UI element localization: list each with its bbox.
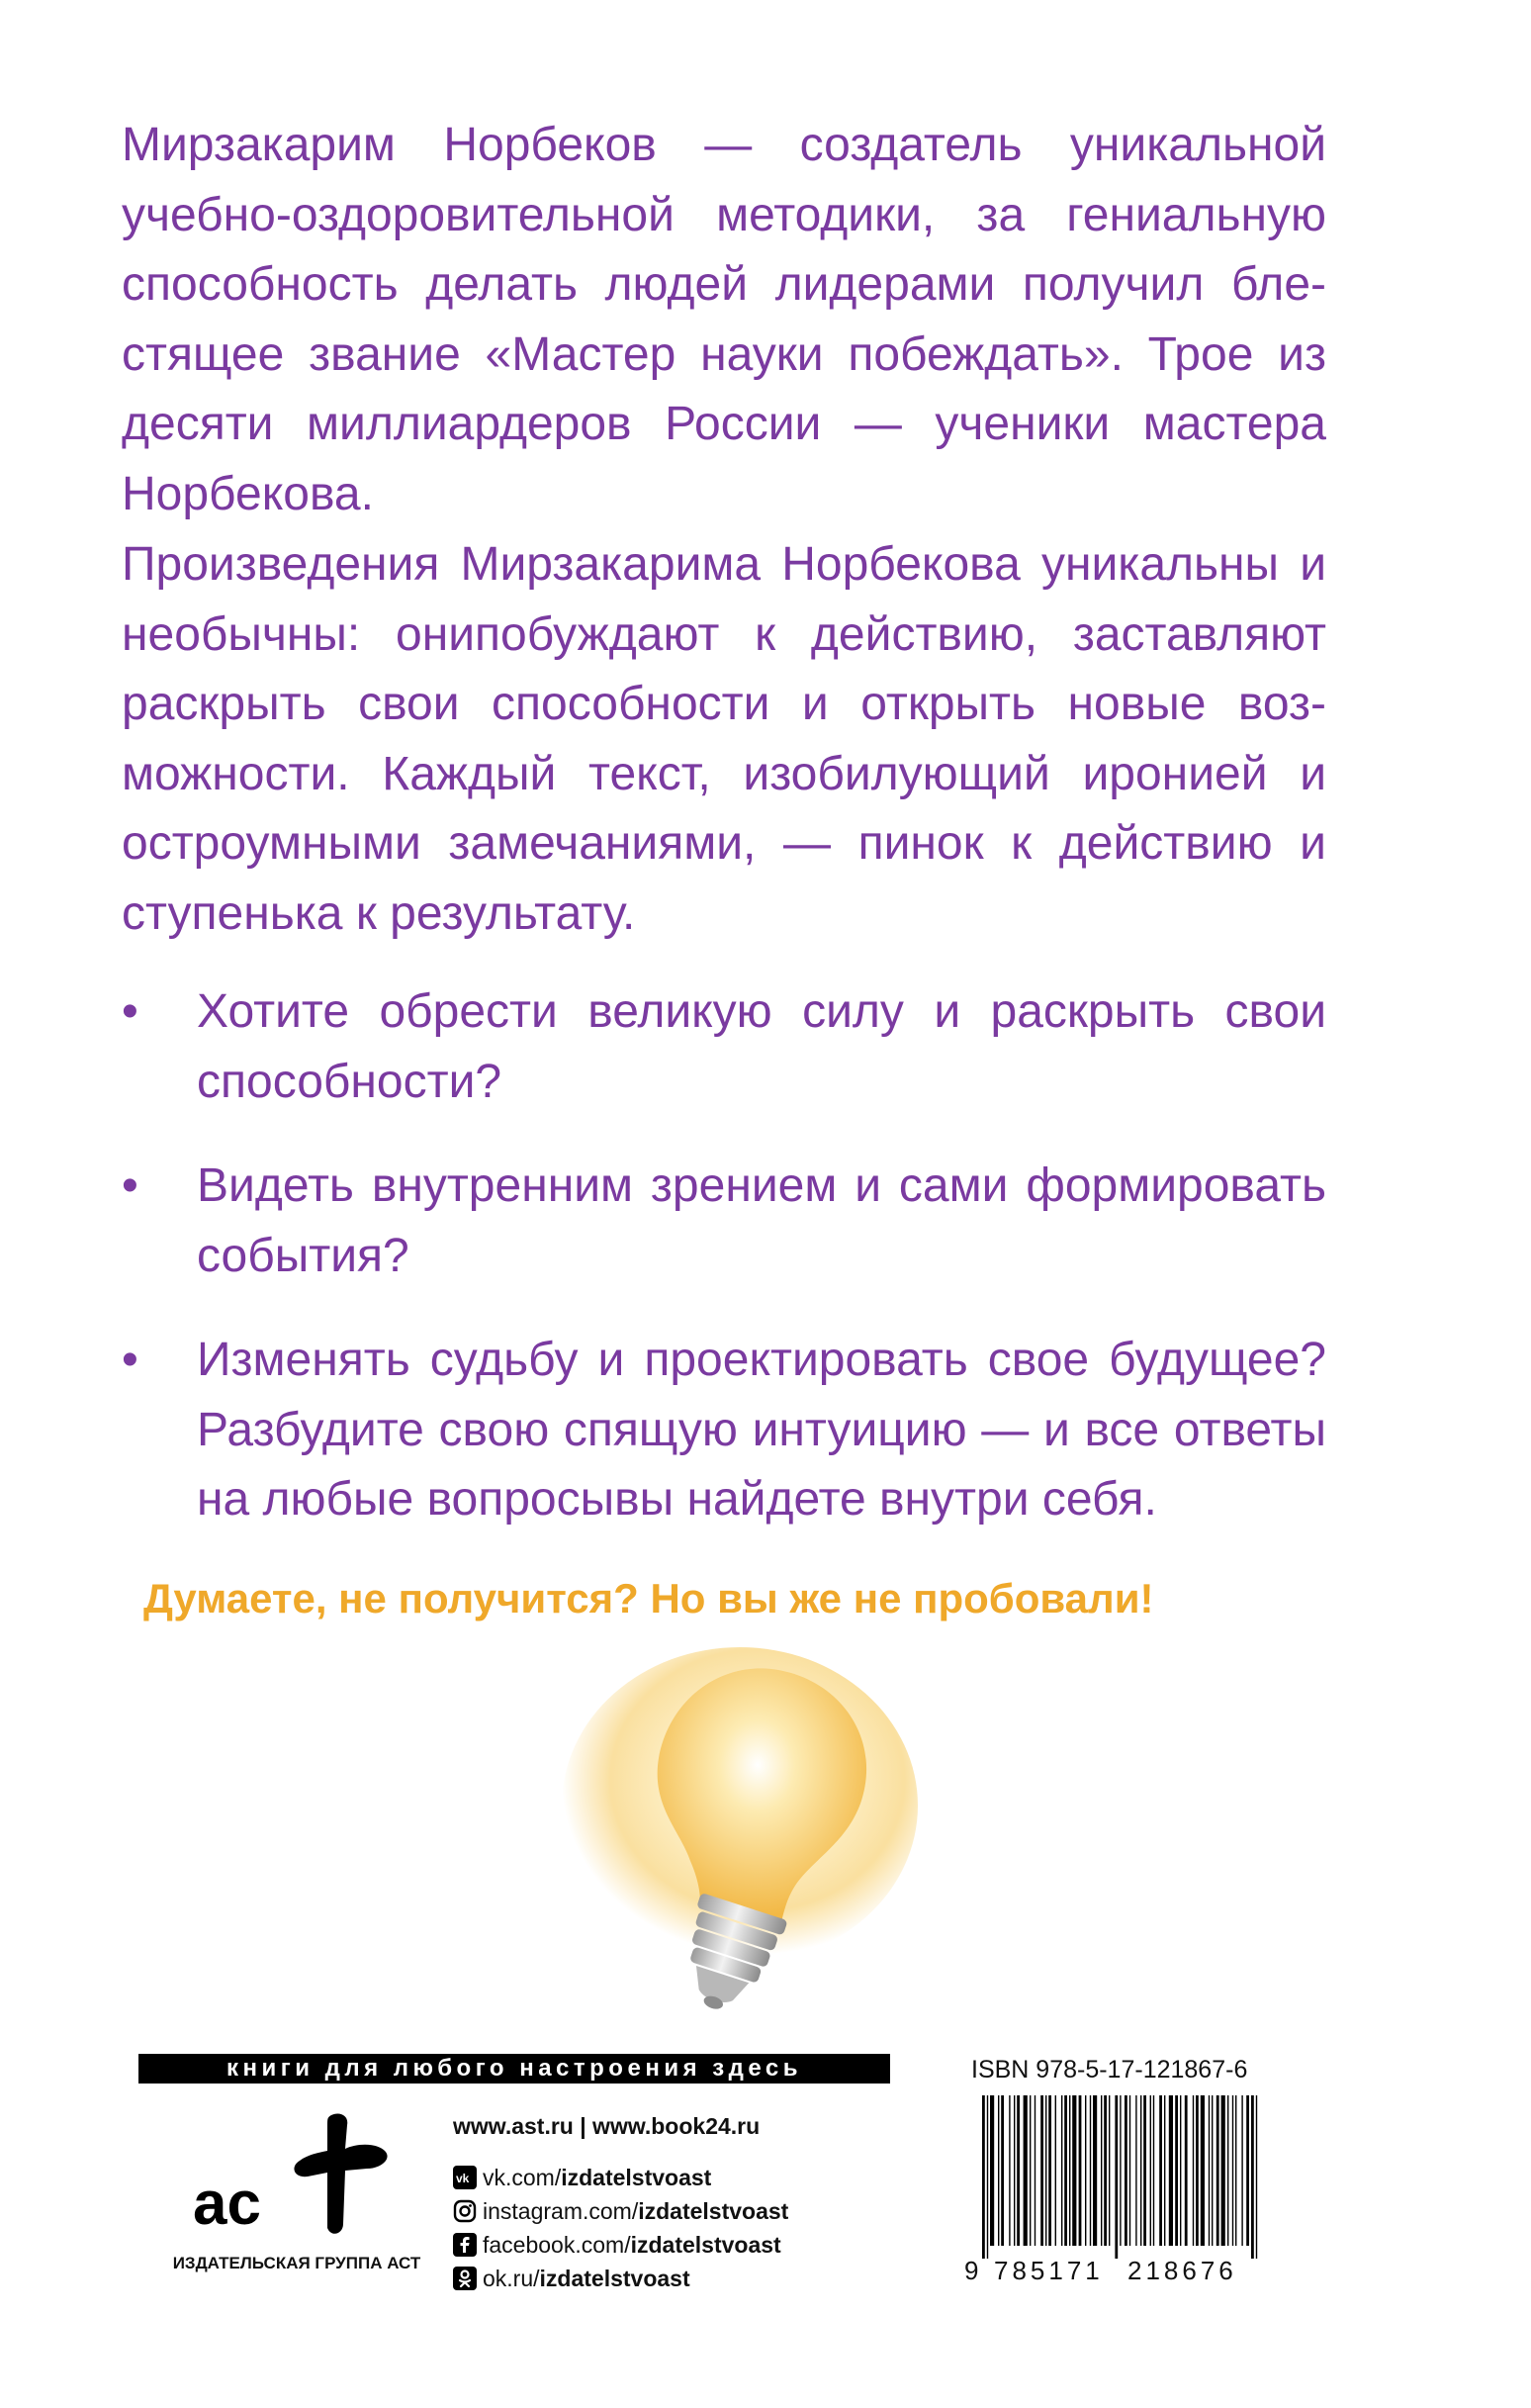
barcode-bar	[1045, 2095, 1046, 2246]
barcode-bar	[1221, 2095, 1225, 2246]
vk-icon	[453, 2166, 477, 2189]
barcode-bar	[1129, 2095, 1130, 2246]
barcode-bar	[1209, 2095, 1210, 2246]
barcode-bar	[1009, 2095, 1010, 2246]
barcode-bar	[1164, 2095, 1165, 2246]
social-prefix: vk.com/	[483, 2165, 562, 2190]
barcode-bar	[1101, 2095, 1102, 2246]
barcode-bar	[1064, 2095, 1067, 2246]
barcode-bar	[998, 2095, 999, 2246]
barcode-bar	[1185, 2095, 1188, 2246]
barcode-bar	[1180, 2095, 1181, 2246]
social-handle: izdatelstvoast	[561, 2165, 712, 2190]
barcode-bar	[1048, 2095, 1051, 2246]
ast-logo	[183, 2107, 420, 2246]
publisher-sites[interactable]: www.ast.ru | www.book24.ru	[453, 2113, 761, 2139]
publisher-name: ИЗДАТЕЛЬСКАЯ ГРУППА АСТ	[172, 2254, 421, 2272]
barcode-bar	[1201, 2095, 1205, 2246]
barcode-bar	[982, 2095, 985, 2259]
social-link-ok[interactable]	[453, 2262, 788, 2295]
bullet-text: Видеть внутренним зрением и сами формировать события?	[197, 1159, 1326, 1282]
barcode-bar	[1135, 2095, 1136, 2246]
headline: Думаете, не получится? Но вы же не пробовали!	[143, 1575, 1154, 1621]
barcode-bar	[987, 2095, 988, 2259]
barcode-digit-group: 785171	[994, 2256, 1104, 2285]
bullet-marker: •	[122, 985, 138, 1038]
barcode-bar	[1251, 2095, 1254, 2259]
barcode-bar	[1079, 2095, 1082, 2246]
barcode-bar	[1017, 2095, 1020, 2246]
barcode-bar	[1196, 2095, 1199, 2246]
barcode-bar	[1150, 2095, 1151, 2246]
barcode-bar	[1216, 2095, 1219, 2246]
intro-paragraph-1: Мирзакарим Норбеков — создатель уникальной учебно-оздоровительной методики, за гениальную способность делать людей лидерами получил блестящее звание «Мастер науки побеждать». Трое из десяти миллиардеров России — ученики мастера Норбекова.	[122, 119, 1326, 520]
barcode-bar	[1193, 2095, 1194, 2246]
facebook-icon	[453, 2233, 477, 2257]
barcode-bar	[1143, 2095, 1146, 2246]
barcode-bar	[1030, 2095, 1031, 2246]
barcode-bar	[1175, 2095, 1178, 2246]
bullet-marker: •	[122, 1159, 138, 1212]
social-prefix: facebook.com/	[483, 2232, 631, 2258]
barcode-bar	[1159, 2095, 1162, 2246]
social-handle: izdatelstvoast	[539, 2266, 690, 2291]
lightbulb-icon	[542, 1647, 918, 2033]
slogan-bar: книги для любого настроения здесь	[138, 2054, 890, 2084]
barcode-bar	[1241, 2095, 1242, 2246]
barcode-bar	[1227, 2095, 1228, 2246]
barcode-bar	[1055, 2095, 1056, 2246]
barcode-bar	[1040, 2095, 1043, 2246]
barcode-bar	[1140, 2095, 1141, 2246]
barcode-bar	[1169, 2095, 1173, 2246]
barcode-bar	[1246, 2095, 1249, 2246]
barcode-bar	[1256, 2095, 1257, 2259]
barcode-bars	[964, 2095, 1266, 2259]
social-handle: izdatelstvoast	[630, 2232, 781, 2258]
barcode-bar	[1153, 2095, 1154, 2246]
svg-text:ac: ac	[193, 2170, 261, 2238]
barcode-bar	[990, 2095, 994, 2246]
barcode-bar	[1024, 2095, 1028, 2246]
social-prefix: ok.ru/	[483, 2266, 540, 2291]
instagram-icon	[453, 2199, 477, 2223]
social-link-facebook[interactable]	[453, 2228, 788, 2262]
social-link-vk[interactable]	[453, 2161, 788, 2194]
social-links	[453, 2161, 788, 2295]
intro-paragraph-2: Произведения Мирзакарима Норбекова уникальны и необычны: онипобуждают к действию, заставляют раскрыть свои способности и открыть новые возможности. Каждый текст, изобилующий иронией и остроумными замечаниями, — пинок к действию и ступенька к результату.	[122, 538, 1326, 940]
bullet-marker: •	[122, 1334, 138, 1386]
barcode	[964, 2095, 1266, 2293]
barcode-bar	[1035, 2095, 1036, 2246]
isbn: ISBN 978-5-17-121867-6	[971, 2056, 1248, 2084]
barcode-bar	[1085, 2095, 1086, 2246]
barcode-bar	[1104, 2095, 1107, 2246]
social-link-instagram[interactable]	[453, 2194, 788, 2228]
barcode-digit-group: 218676	[1127, 2256, 1237, 2285]
barcode-digit-group: 9	[964, 2256, 979, 2285]
ok-icon	[453, 2267, 477, 2290]
barcode-bar	[1212, 2095, 1213, 2246]
social-prefix: instagram.com/	[483, 2198, 639, 2224]
bullet-text: Изменять судьбу и проектировать свое будущее? Разбудите свою спящую интуицию — и все ответы на любые вопросывы найдете внутри себя.	[197, 1334, 1326, 1526]
barcode-bar	[1090, 2095, 1091, 2246]
social-handle: izdatelstvoast	[638, 2198, 789, 2224]
barcode-bar	[1014, 2095, 1015, 2246]
barcode-bar	[1069, 2095, 1070, 2246]
bullet-text: Хотите обрести великую силу и раскрыть свои способности?	[197, 985, 1326, 1108]
barcode-bar	[1235, 2095, 1236, 2246]
svg-text:vk: vk	[456, 2172, 470, 2185]
barcode-bar	[1061, 2095, 1062, 2246]
barcode-bar	[1232, 2095, 1233, 2246]
barcode-bar	[1001, 2095, 1004, 2246]
barcode-bar	[1115, 2095, 1118, 2259]
barcode-bar	[1120, 2095, 1121, 2246]
barcode-bar	[1093, 2095, 1097, 2246]
barcode-bar	[1109, 2095, 1110, 2246]
barcode-bar	[1072, 2095, 1076, 2246]
barcode-bar	[1125, 2095, 1127, 2246]
